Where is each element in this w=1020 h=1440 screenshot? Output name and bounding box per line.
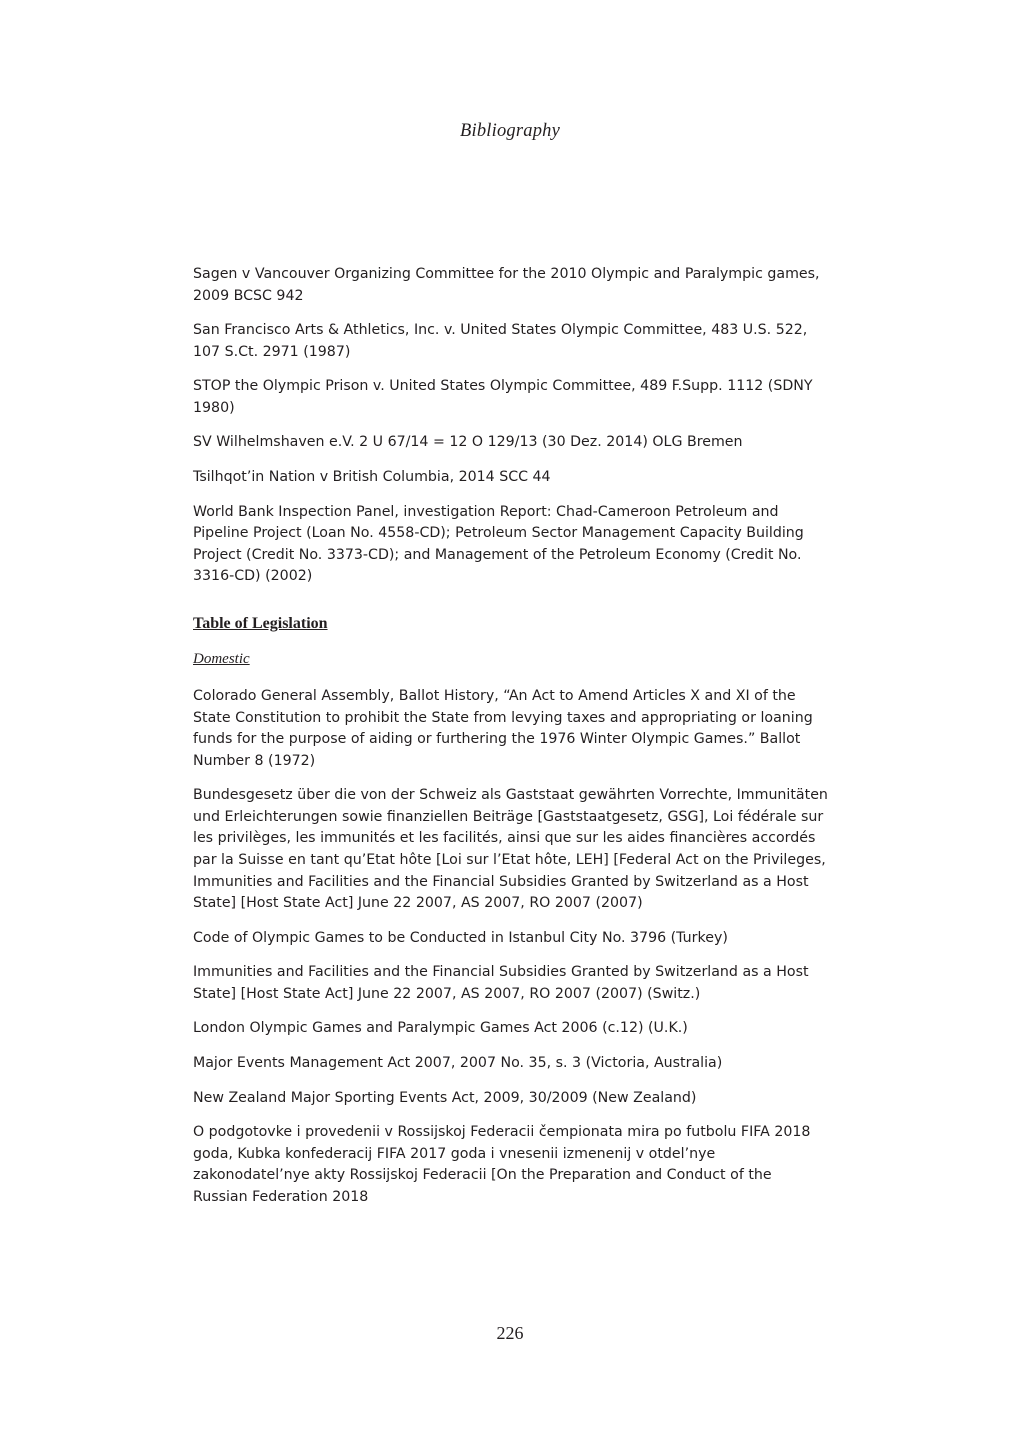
subsection-heading: Domestic [193, 650, 250, 667]
legislation-entry: London Olympic Games and Paralympic Games Act 2006 (c.12) (U.K.) [193, 1020, 688, 1037]
bibliography-entry: STOP the Olympic Prison v. United States Olympic Committee, 489 F.Supp. 1112 (SDNY 1980) [193, 378, 813, 416]
bibliography-entry: SV Wilhelmshaven e.V. 2 U 67/14 = 12 O 129/13 (30 Dez. 2014) OLG Bremen [193, 434, 743, 451]
legislation-entry: O podgotovke i provedenii v Rossijskoj Federacii čempionata mira po futbolu FIFA 2018 goda, Kubka konfederacij FIFA 2017 goda i vnesenii izmenenij v otdel’nye zakonodatel’nye akty Rossijskoj Federacii [On the Preparation and Conduct of the Russian Federation 2018 [193, 1124, 811, 1205]
page-number: 226 [496, 1323, 524, 1343]
section-heading: Table of Legislation [193, 614, 328, 632]
legislation-entry: Code of Olympic Games to be Conducted in Istanbul City No. 3796 (Turkey) [193, 929, 728, 946]
legislation-entry: Bundesgesetz über die von der Schweiz als Gaststaat gewährten Vorrechte, Immunitäten und Erleichterungen sowie finanziellen Beiträge [Gaststaatgesetz, GSG], Loi fédérale sur les privilèges, les immunités et les facilités, ainsi que sur les aides financières accordés par la Suisse en tant qu’Etat hôte [Loi sur l’Etat hôte, LEH] [Federal Act on the Privileges, Immunities and Facilities and the Financial Subsidies Granted by Switzerland as a Host State] [Host State Act] June 22 2007, AS 2007, RO 2007 (2007) [193, 787, 828, 912]
page-content [193, 264, 829, 1222]
legislation-entry: New Zealand Major Sporting Events Act, 2009, 30/2009 (New Zealand) [193, 1089, 697, 1106]
bibliography-entry: World Bank Inspection Panel, investigation Report: Chad-Cameroon Petroleum and Pipeline Project (Loan No. 4558-CD); Petroleum Sector Management Capacity Building Project (Credit No. 3373-CD); and Management of the Petroleum Economy (Credit No. 3316-CD) (2002) [193, 503, 804, 585]
bibliography-entry: San Francisco Arts & Athletics, Inc. v. United States Olympic Committee, 483 U.S. 522, 107 S.Ct. 2971 (1987) [193, 322, 808, 360]
legislation-entry: Colorado General Assembly, Ballot History, “An Act to Amend Articles X and XI of the State Constitution to prohibit the State from levying taxes and appropriating or loaning funds for the purpose of aiding or furthering the 1976 Winter Olympic Games.” Ballot Number 8 (1972) [193, 687, 813, 769]
bibliography-entry: Tsilhqot’in Nation v British Columbia, 2014 SCC 44 [193, 469, 551, 486]
legislation-entry: Immunities and Facilities and the Financial Subsidies Granted by Switzerland as a Host State] [Host State Act] June 22 2007, AS 2007, RO 2007 (2007) (Switz.) [193, 964, 809, 1002]
running-head: Bibliography [459, 121, 561, 141]
legislation-entry: Major Events Management Act 2007, 2007 No. 35, s. 3 (Victoria, Australia) [193, 1055, 723, 1072]
bibliography-entry: Sagen v Vancouver Organizing Committee for the 2010 Olympic and Paralympic games, 2009 BCSC 942 [193, 266, 820, 304]
